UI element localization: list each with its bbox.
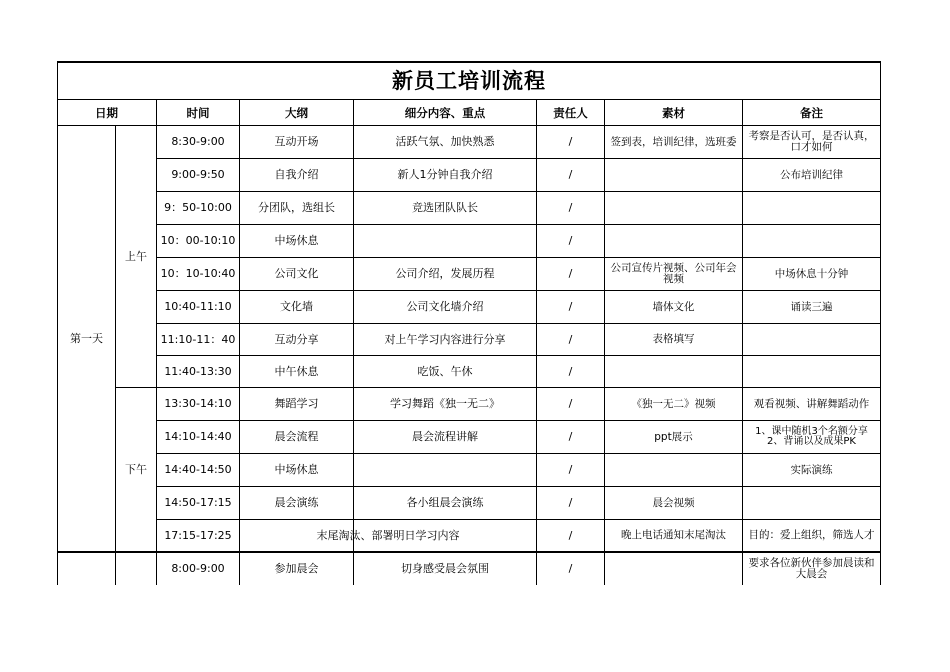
- cell-detail: 新人1分钟自我介绍: [397, 168, 493, 181]
- cell-note: [743, 225, 880, 257]
- cell-note: [743, 324, 880, 355]
- cell-outline: 晨会流程: [274, 430, 319, 443]
- cell-note: 观看视频、讲解舞蹈动作: [753, 397, 870, 410]
- cell-note: 诵读三遍: [790, 300, 833, 313]
- cell-owner: /: [568, 463, 573, 476]
- cell-time: 10：00-10:10: [160, 234, 236, 247]
- header-time: 时间: [186, 105, 210, 120]
- day-one-cell: 第一天: [70, 331, 103, 345]
- header-detail: 细分内容、重点: [404, 105, 486, 120]
- cell-outline: 晨会演练: [274, 496, 319, 509]
- cell-outline: 中午休息: [274, 364, 319, 378]
- cell-note: 要求各位新伙伴参加晨读和大晨会: [748, 557, 875, 580]
- afternoon-cell: 下午: [125, 462, 147, 476]
- header-note: 备注: [800, 105, 823, 120]
- cell-note: [743, 487, 880, 519]
- cell-owner: /: [568, 364, 573, 378]
- cell-owner: /: [568, 332, 573, 346]
- cell-time: 14:10-14:40: [164, 430, 232, 443]
- cell-detail: 竞选团队队长: [412, 201, 478, 214]
- cell-material: [605, 192, 742, 224]
- cell-material: [605, 159, 742, 191]
- cell-time: 10：10-10:40: [160, 267, 236, 280]
- cell-material: [605, 356, 742, 387]
- cell-material: [605, 553, 742, 585]
- cell-detail: 吃饭、午休: [417, 364, 473, 378]
- cell-time: 17:15-17:25: [164, 528, 232, 542]
- cell-time: 9：50-10:00: [164, 201, 232, 214]
- cell-owner: /: [568, 562, 573, 575]
- cell-outline: 舞蹈学习: [274, 397, 319, 410]
- header-date: 日期: [95, 105, 118, 120]
- cell-material: 晨会视频: [652, 496, 695, 509]
- cell-material: 《独一无二》视频: [631, 397, 716, 410]
- cell-owner: /: [568, 201, 573, 214]
- cell-outline: 中场休息: [274, 234, 319, 247]
- cell-detail: 晨会流程讲解: [412, 430, 478, 443]
- cell-outline: 中场休息: [274, 463, 319, 476]
- cell-note: [743, 192, 880, 224]
- cell-detail: 各小组晨会演练: [406, 496, 484, 509]
- cell-material: [605, 454, 742, 486]
- cell-note: 中场休息十分钟: [774, 267, 849, 280]
- cell-outline: 自我介绍: [274, 168, 319, 181]
- cell-material: [605, 225, 742, 257]
- cell-time: 14:50-17:15: [164, 496, 232, 509]
- cell-outline: 文化墙: [280, 300, 313, 313]
- cell-material: 晚上电话通知末尾淘汰: [621, 529, 726, 541]
- cell-owner: /: [568, 267, 573, 280]
- cell-note: 1、课中随机3个名额分享 2、背诵以及成果PK: [755, 425, 868, 447]
- cell-outline: 末尾淘汰、部署明日学习内容: [316, 528, 460, 542]
- cell-owner: /: [568, 135, 573, 148]
- cell-owner: /: [568, 168, 573, 181]
- header-owner: 责任人: [553, 105, 588, 120]
- cell-time: 8:00-9:00: [171, 562, 225, 575]
- cell-note: 实际演练: [790, 463, 833, 476]
- cell-material: 墙体文化: [652, 300, 695, 313]
- cell-detail: 公司文化墙介绍: [406, 300, 484, 313]
- cell-detail: 学习舞蹈《独一无二》: [390, 397, 500, 410]
- cell-material: 签到表，培训纪律，选班委: [610, 135, 737, 148]
- cell-detail: 活跃气氛、加快熟悉: [395, 135, 495, 148]
- cell-material: 公司宣传片视频、公司年会视频: [610, 262, 737, 285]
- cell-time: 8:30-9:00: [171, 135, 225, 148]
- training-schedule-table: [57, 61, 881, 585]
- cell-time: 11:10-11：40: [160, 332, 236, 346]
- cell-time: 10:40-11:10: [164, 300, 232, 313]
- morning-cell: 上午: [125, 249, 147, 263]
- cell-time: 11:40-13:30: [164, 364, 232, 378]
- cell-outline: 公司文化: [274, 267, 319, 280]
- cell-detail: 对上午学习内容进行分享: [384, 332, 506, 346]
- cell-detail: 公司介绍，发展历程: [395, 267, 495, 280]
- cell-time: 14:40-14:50: [164, 463, 232, 476]
- cell-owner: /: [568, 430, 573, 443]
- cell-note: 考察是否认可，是否认真，口才如何: [748, 130, 875, 153]
- cell-owner: /: [568, 528, 573, 542]
- cell-outline: 分团队，选组长: [258, 201, 335, 214]
- cell-time: 13:30-14:10: [164, 397, 232, 410]
- header-material: 素材: [662, 105, 685, 120]
- cell-detail: [354, 225, 536, 257]
- cell-note: [743, 356, 880, 387]
- header-outline: 大纲: [285, 105, 308, 120]
- cell-owner: /: [568, 496, 573, 509]
- cell-note: 目的：爱上组织，筛选人才: [748, 529, 875, 541]
- cell-material: 表格填写: [652, 333, 695, 345]
- cell-note: 公布培训纪律: [780, 168, 843, 181]
- cell-detail: [354, 454, 536, 486]
- cell-owner: /: [568, 397, 573, 410]
- cell-outline: 互动分享: [274, 332, 319, 346]
- cell-owner: /: [568, 300, 573, 313]
- cell-outline: 参加晨会: [274, 562, 319, 575]
- page-title: 新员工培训流程: [392, 69, 546, 93]
- cell-time: 9:00-9:50: [171, 168, 225, 181]
- cell-outline: 互动开场: [274, 135, 319, 148]
- cell-material: ppt展示: [654, 430, 693, 443]
- cell-owner: /: [568, 234, 573, 247]
- cell-detail: 切身感受晨会氛围: [401, 562, 489, 575]
